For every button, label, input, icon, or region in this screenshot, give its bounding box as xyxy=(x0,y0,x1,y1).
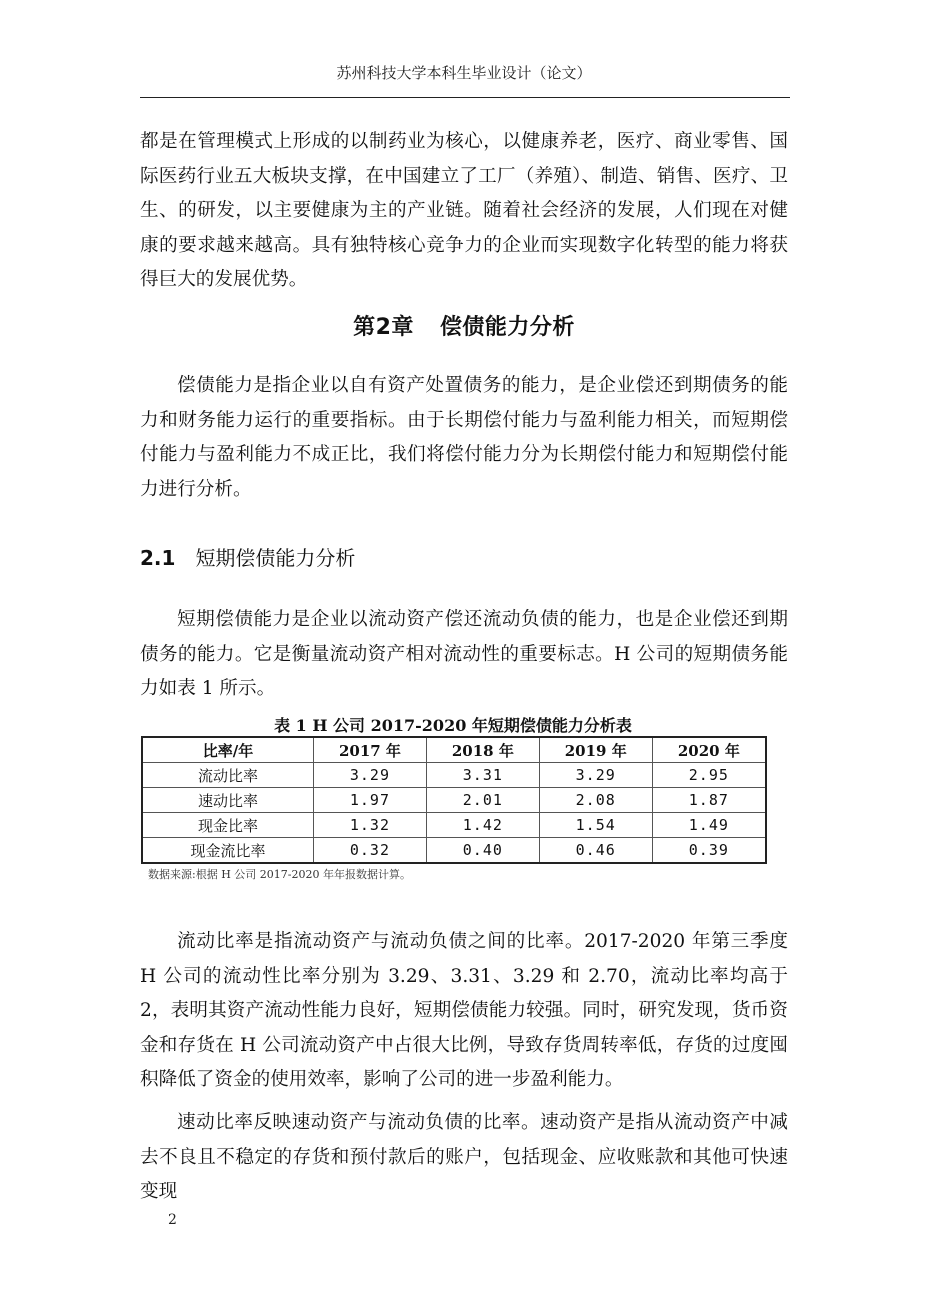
table-cell: 1.87 xyxy=(652,788,766,813)
row-label: 流动比率 xyxy=(142,763,314,788)
table-cell: 1.97 xyxy=(314,788,427,813)
section-title xyxy=(140,542,788,571)
table-cell: 3.29 xyxy=(314,763,427,788)
table-cell: 1.42 xyxy=(426,813,539,838)
section-number: 2.1 xyxy=(140,546,176,570)
header-divider xyxy=(140,97,790,98)
table-cell: 1.32 xyxy=(314,813,427,838)
row-label: 速动比率 xyxy=(142,788,314,813)
table-row xyxy=(142,788,766,813)
intro-paragraph: 都是在管理模式上形成的以制药业为核心，以健康养老，医疗、商业零售、国际医药行业五大板块支撑，在中国建立了工厂（养殖）、制造、销售、医疗、卫生、的研发，以主要健康为主的产业链。随着社会经济的发展，人们现在对健康的要求越来越高。具有独特核心竞争力的企业而实现数字化转型的能力将获得巨大的发展优势。 xyxy=(140,131,788,290)
table-cell: 1.49 xyxy=(652,813,766,838)
ratio-table xyxy=(141,736,767,864)
table-cell: 2.01 xyxy=(426,788,539,813)
chapter-title xyxy=(140,310,788,341)
chapter-heading: 偿债能力分析 xyxy=(439,315,575,340)
page-number: 2 xyxy=(168,1212,177,1228)
analysis-paragraph-quick-ratio: 速动比率反映速动资产与流动负债的比率。速动资产是指从流动资产中减去不良且不稳定的存货和预付款后的账户，包括现金、应收账款和其他可快速变现 xyxy=(140,1112,788,1202)
section-heading: 短期偿债能力分析 xyxy=(195,546,356,570)
page-header: 苏州科技大学本科生毕业设计（论文） xyxy=(336,64,592,82)
table-cell: 0.46 xyxy=(539,838,652,864)
table-row xyxy=(142,763,766,788)
table-header-row xyxy=(142,737,766,763)
table-cell: 3.29 xyxy=(539,763,652,788)
chapter-number: 第2章 xyxy=(353,315,414,340)
table-header-cell: 2020 年 xyxy=(652,737,766,763)
table-header-cell: 2017 年 xyxy=(314,737,427,763)
row-label: 现金流比率 xyxy=(142,838,314,864)
table-source-note: 数据来源:根据 H 公司 2017-2020 年年报数据计算。 xyxy=(148,868,411,881)
table-cell: 0.40 xyxy=(426,838,539,864)
table-cell: 3.31 xyxy=(426,763,539,788)
table-cell: 2.08 xyxy=(539,788,652,813)
table-cell: 0.32 xyxy=(314,838,427,864)
table-cell: 1.54 xyxy=(539,813,652,838)
table-header-cell: 2018 年 xyxy=(426,737,539,763)
section-paragraph: 短期偿债能力是企业以流动资产偿还流动负债的能力，也是企业偿还到期债务的能力。它是衡量流动资产相对流动性的重要标志。H 公司的短期债务能力如表 1 所示。 xyxy=(140,609,788,699)
table-caption: 表 1 H 公司 2017-2020 年短期偿债能力分析表 xyxy=(274,716,632,735)
table-row xyxy=(142,838,766,864)
table-cell: 2.95 xyxy=(652,763,766,788)
table-header-cell: 比率/年 xyxy=(142,737,314,763)
chapter-paragraph: 偿债能力是指企业以自有资产处置债务的能力，是企业偿还到期债务的能力和财务能力运行的重要指标。由于长期偿付能力与盈利能力相关，而短期偿付能力与盈利能力不成正比，我们将偿付能力分为长期偿付能力和短期偿付能力进行分析。 xyxy=(140,375,788,500)
analysis-paragraph-current-ratio: 流动比率是指流动资产与流动负债之间的比率。2017-2020 年第三季度 H 公司的流动性比率分别为 3.29、3.31、3.29 和 2.70，流动比率均高于 2，表明其资产流动性能力良好，短期偿债能力较强。同时，研究发现，货币资金和存货在 H 公司流动资产中占很大比例，导致存货周转率低，存货的过度囤积降低了资金的使用效率，影响了公司的进一步盈利能力。 xyxy=(140,931,788,1090)
table-cell: 0.39 xyxy=(652,838,766,864)
table-header-cell: 2019 年 xyxy=(539,737,652,763)
row-label: 现金比率 xyxy=(142,813,314,838)
table-row xyxy=(142,813,766,838)
